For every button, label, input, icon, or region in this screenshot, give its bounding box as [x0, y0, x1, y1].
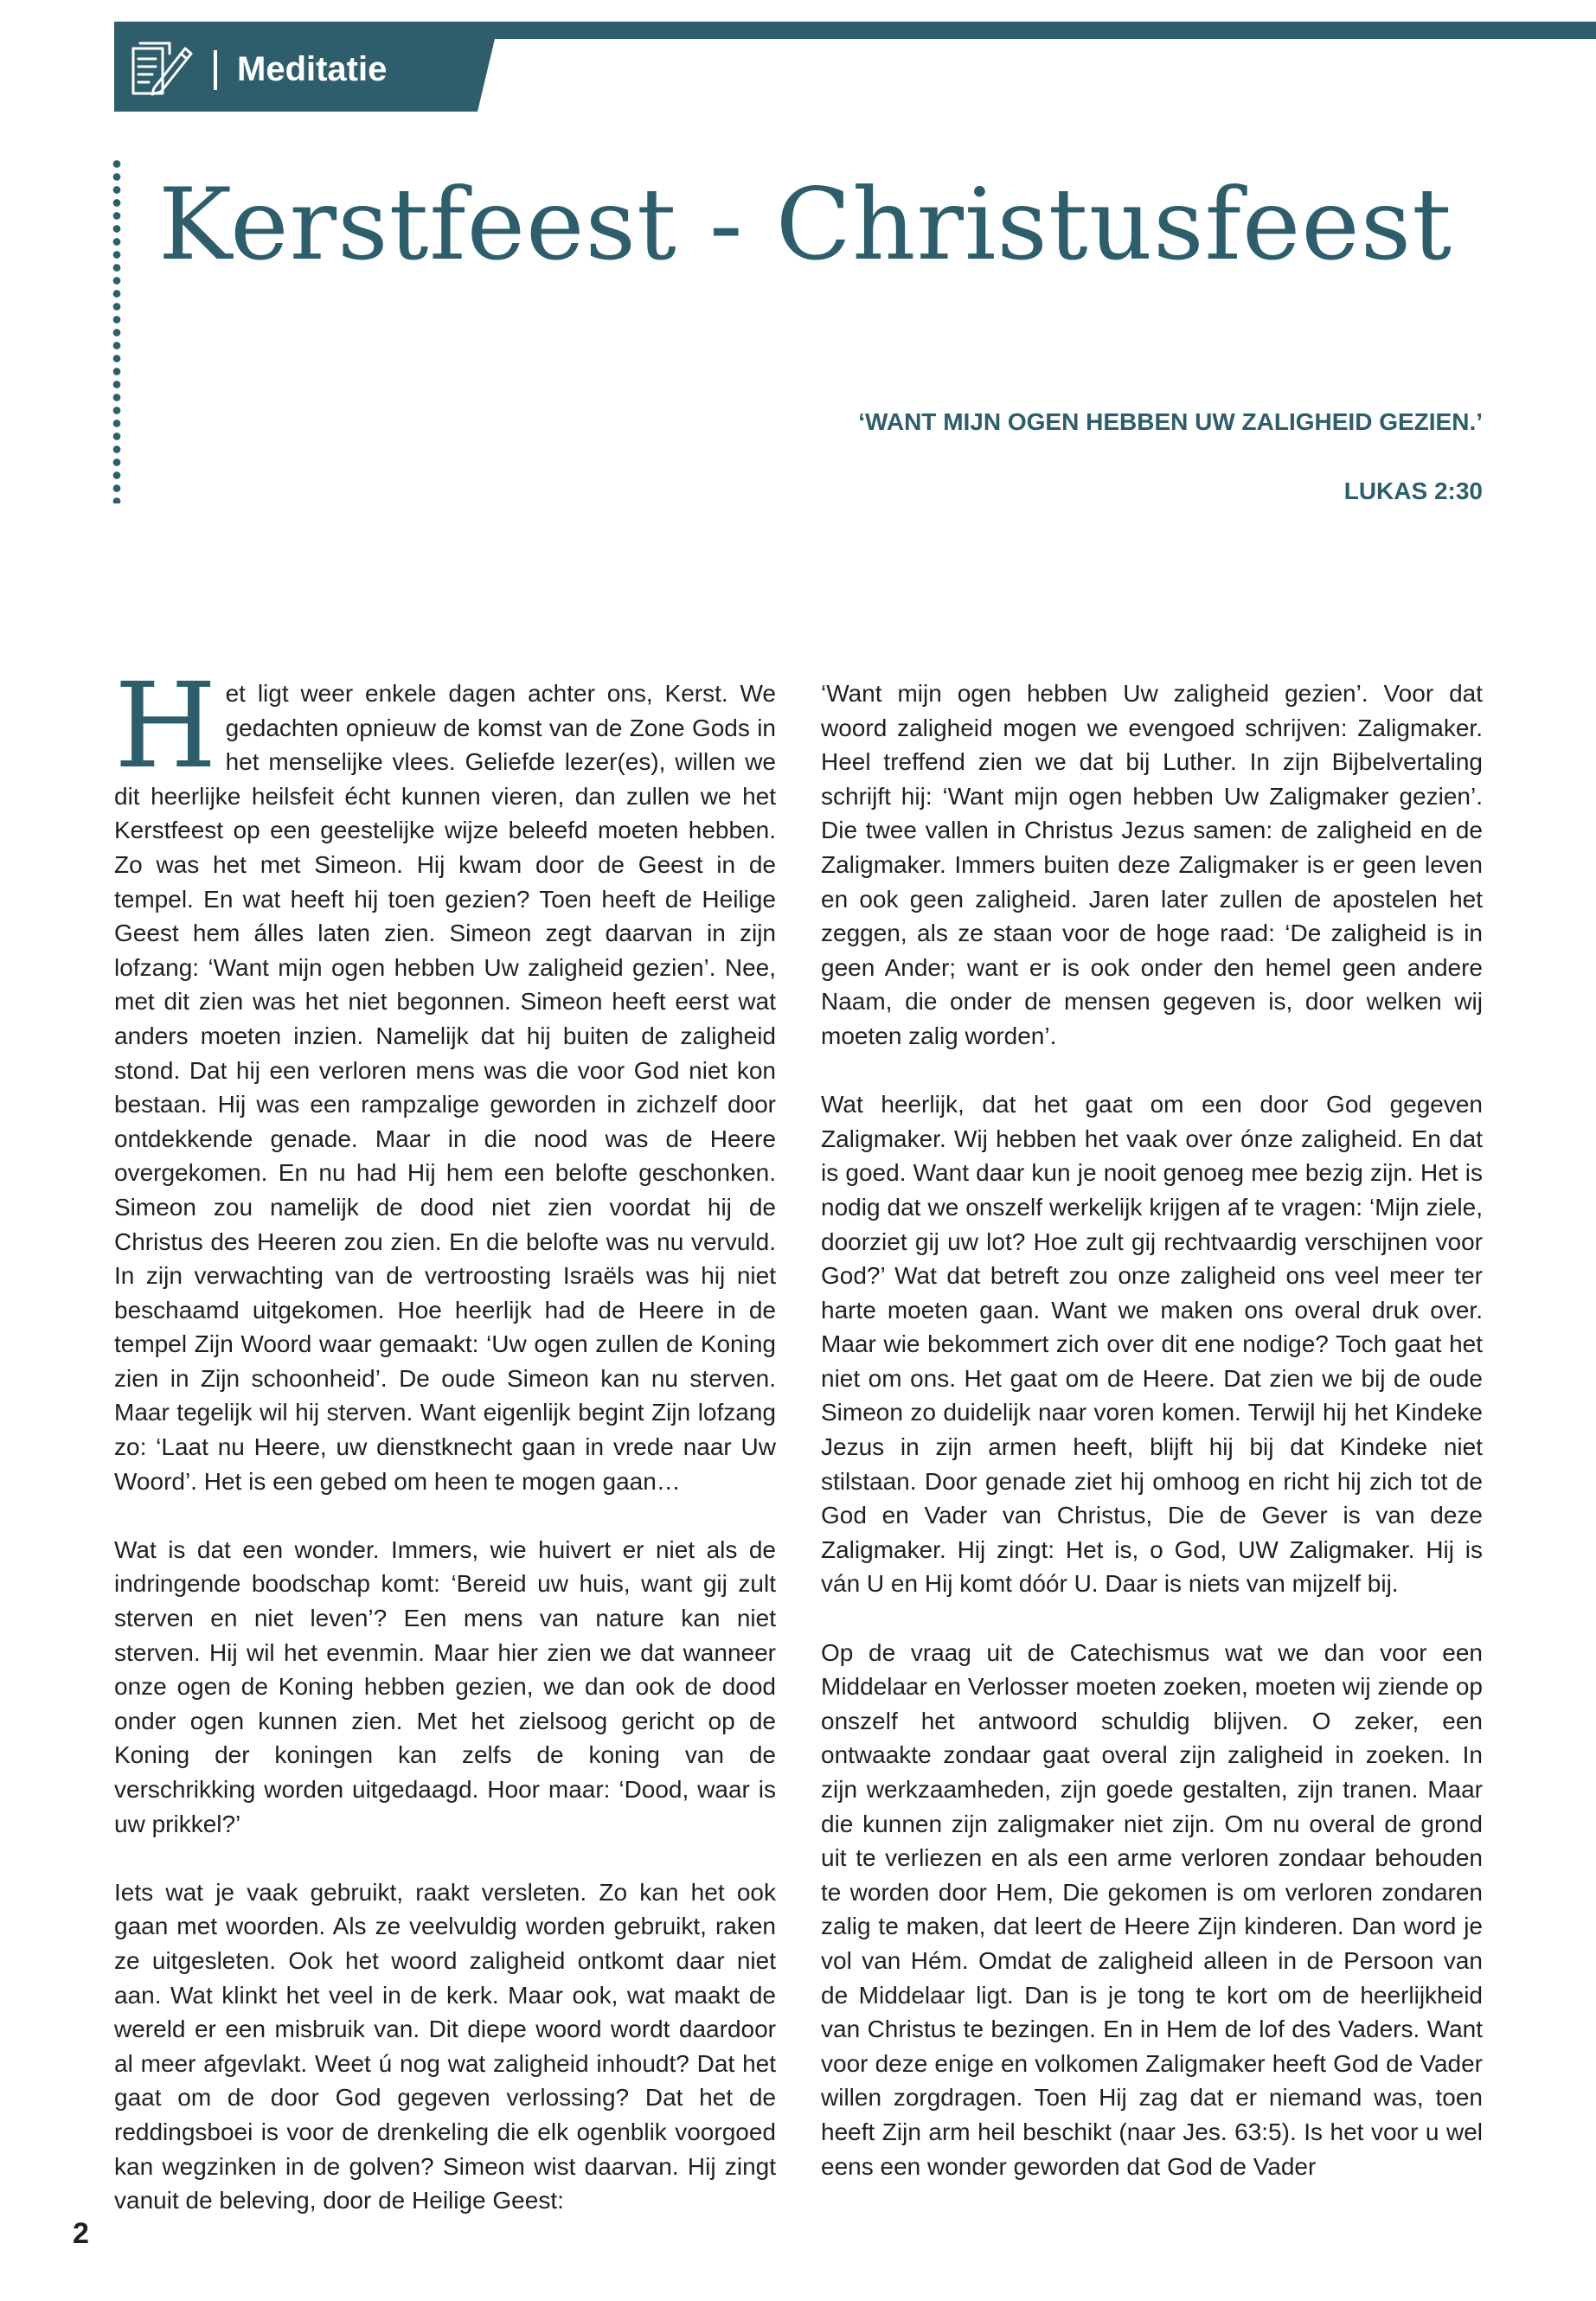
- header-separator: [214, 50, 217, 90]
- article-paragraph: [114, 658, 776, 1498]
- document-pen-icon: [128, 36, 195, 99]
- dotted-rule: [112, 157, 121, 503]
- article-paragraph: Iets wat je vaak gebruikt, raakt versleten. Zo kan het ook gaan met woorden. Als ze veelvuldig worden gebruikt, raken ze uitgesleten. Ook het woord zaligheid ontkomt daar niet aan. Wat klinkt het veel in de kerk. Maar ook, wat maakt de wereld er een misbruik van. Dit diepe woord wordt daardoor al meer afgevlakt. Weet ú nog wat zaligheid inhoudt? Dat het gaat om de door God gegeven verlossing? Dat het de reddingsboei is voor de drenkeling die elk ogenblik voorgoed kan wegzinken in de golven? Simeon wist daarvan. Hij zingt vanuit de beleving, door de Heilige Geest:: [114, 1878, 776, 2214]
- epigraph-quote: ‘WANT MIJN OGEN HEBBEN UW ZALIGHEID GEZIEN.’: [858, 408, 1483, 435]
- article-paragraph: Op de vraag uit de Catechismus wat we dan voor een Middelaar en Verlosser moeten zoeken, moeten wij ziende op onszelf het antwoord schuldig blijven. O zeker, een ontwaakte zondaar gaat overal zijn zaligheid in zoeken. In zijn werkzaamheden, zijn goede gestalten, zijn tranen. Maar die kunnen zijn zaligmaker niet zijn. Om nu overal de grond uit te verliezen en als een arme verloren zondaar behouden te worden door Hem, Die gekomen is om verloren zondaren zalig te maken, dat leert de Heere Zijn kinderen. Dan word je vol van Hém. Omdat de zaligheid alleen in de Persoon van de Middelaar ligt. Dan is je tong te kort om de heerlijkheid van Christus te bezingen. En in Hem de lof des Vaders. Want voor deze enige en volkomen Zaligmaker heeft God de Vader willen zorgdragen. Toen Hij zag dat er niemand was, toen heeft Zijn arm heil beschikt (naar Jes. 63:5). Is het voor u wel eens een wonder geworden dat God de Vader: [821, 1638, 1483, 2180]
- article-paragraph: Wat heerlijk, dat het gaat om een door God gegeven Zaligmaker. Wij hebben het vaak over ónze zaligheid. En dat is goed. Want daar kun je nooit genoeg mee bezig zijn. Het is nodig dat we onszelf werkelijk krijgen af te vragen: ‘Mijn ziele, doorziet gij uw lot? Hoe zult gij rechtvaardig verschijnen voor God?’ Wat dat betreft zou onze zaligheid ons veel meer ter harte moeten gaan. Want we maken ons overal druk over. Maar wie bekommert zich over dit ene nodige? Toch gaat het niet om ons. Het gaat om de Heere. Dat zien we bij de oude Simeon zo duidelijk naar voren komen. Terwijl hij het Kindeke Jezus in zijn armen heeft, blijft hij bij dat Kindeke niet stilstaan. Door genade ziet hij omhoog en richt hij zich tot de God en Vader van Christus, Die de Gever is van deze Zaligmaker. Hij zingt: Het is, o God, UW Zaligmaker. Hij is ván U en Hij komt dóór U. Daar is niets van mijzelf bij.: [821, 1091, 1483, 1598]
- article-paragraph: Wat is dat een wonder. Immers, wie huivert er niet als de indringende boodschap komt: ‘Bereid uw huis, want gij zult sterven en niet leven’? Een mens van nature kan niet sterven. Hij wil het evenmin. Maar hier zien we dat wanneer onze ogen de Koning hebben gezien, we dan ook de dood onder ogen kunnen zien. Met het zielsoog gericht op de Koning der koningen kan zelfs de koning van de verschrikking worden uitgedaagd. Hoor maar: ‘Dood, waar is uw prikkel?’: [114, 1535, 776, 1837]
- page-title: Kerstfeest - Christusfeest: [158, 167, 1453, 282]
- page-number: 2: [73, 2217, 89, 2250]
- epigraph-reference: LUKAS 2:30: [1343, 478, 1483, 504]
- section-label: Meditatie: [237, 50, 388, 88]
- article-column-right: [821, 676, 1483, 2183]
- drop-cap: H: [114, 658, 217, 795]
- paragraph-text: et ligt weer enkele dagen achter ons, Kerst. We gedachten opnieuw de komst van de Zone Gods in het menselijke vlees. Geliefde lezer(es), willen we dit heerlijke heilsfeit écht kunnen vieren, dan zullen we het Kerstfeest op een geestelijke wijze beleefd moeten hebben. Zo was het met Simeon. Hij kwam door de Geest in de tempel. En wat heeft hij toen gezien? Toen heeft de Heilige Geest hem álles laten zien. Simeon zegt daarvan in zijn lofzang: ‘Want mijn ogen hebben Uw zaligheid gezien’. Nee, met dit zien was het niet begonnen. Simeon heeft eerst wat anders moeten inzien. Namelijk dat hij buiten de zaligheid stond. Dat hij een verloren mens was die voor God niet kon bestaan. Hij was een rampzalige geworden in zichzelf door ontdekkende genade. Maar in die nood was de Heere overgekomen. En nu had Hij hem een belofte geschonken. Simeon zou namelijk de dood niet zien voordat hij de Christus des Heeren zou zien. En die belofte was nu vervuld. In zijn verwachting van de vertroosting Israëls was hij niet beschaamd uitgekomen. Hoe heerlijk had de Heere in de tempel Zijn Woord waar gemaakt: ‘Uw ogen zullen de Koning zien in Zijn schoonheid’. De oude Simeon kan nu sterven. Maar tegelijk wil hij sterven. Want eigenlijk begint Zijn lofzang zo: ‘Laat nu Heere, uw dienstknecht gaan in vrede naar Uw Woord’. Het is een gebed om heen te mogen gaan…: [114, 680, 776, 1495]
- article-paragraph: ‘Want mijn ogen hebben Uw zaligheid gezien’. Voor dat woord zaligheid mogen we evengoed schrijven: Zaligmaker. Heel treffend zien we dat bij Luther. In zijn Bijbelvertaling schrijft hij: ‘Want mijn ogen hebben Uw Zaligmaker gezien’. Die twee vallen in Christus Jezus samen: de zaligheid en de Zaligmaker. Immers buiten deze Zaligmaker is er geen leven en ook geen zaligheid. Jaren later zullen de apostelen het zeggen, als ze staan voor de hoge raad: ‘De zaligheid is in geen Ander; want er is ook onder den hemel geen andere Naam, die onder de mensen gegeven is, door welken wij moeten zalig worden’.: [821, 680, 1483, 1049]
- article-column-left: [114, 658, 776, 2218]
